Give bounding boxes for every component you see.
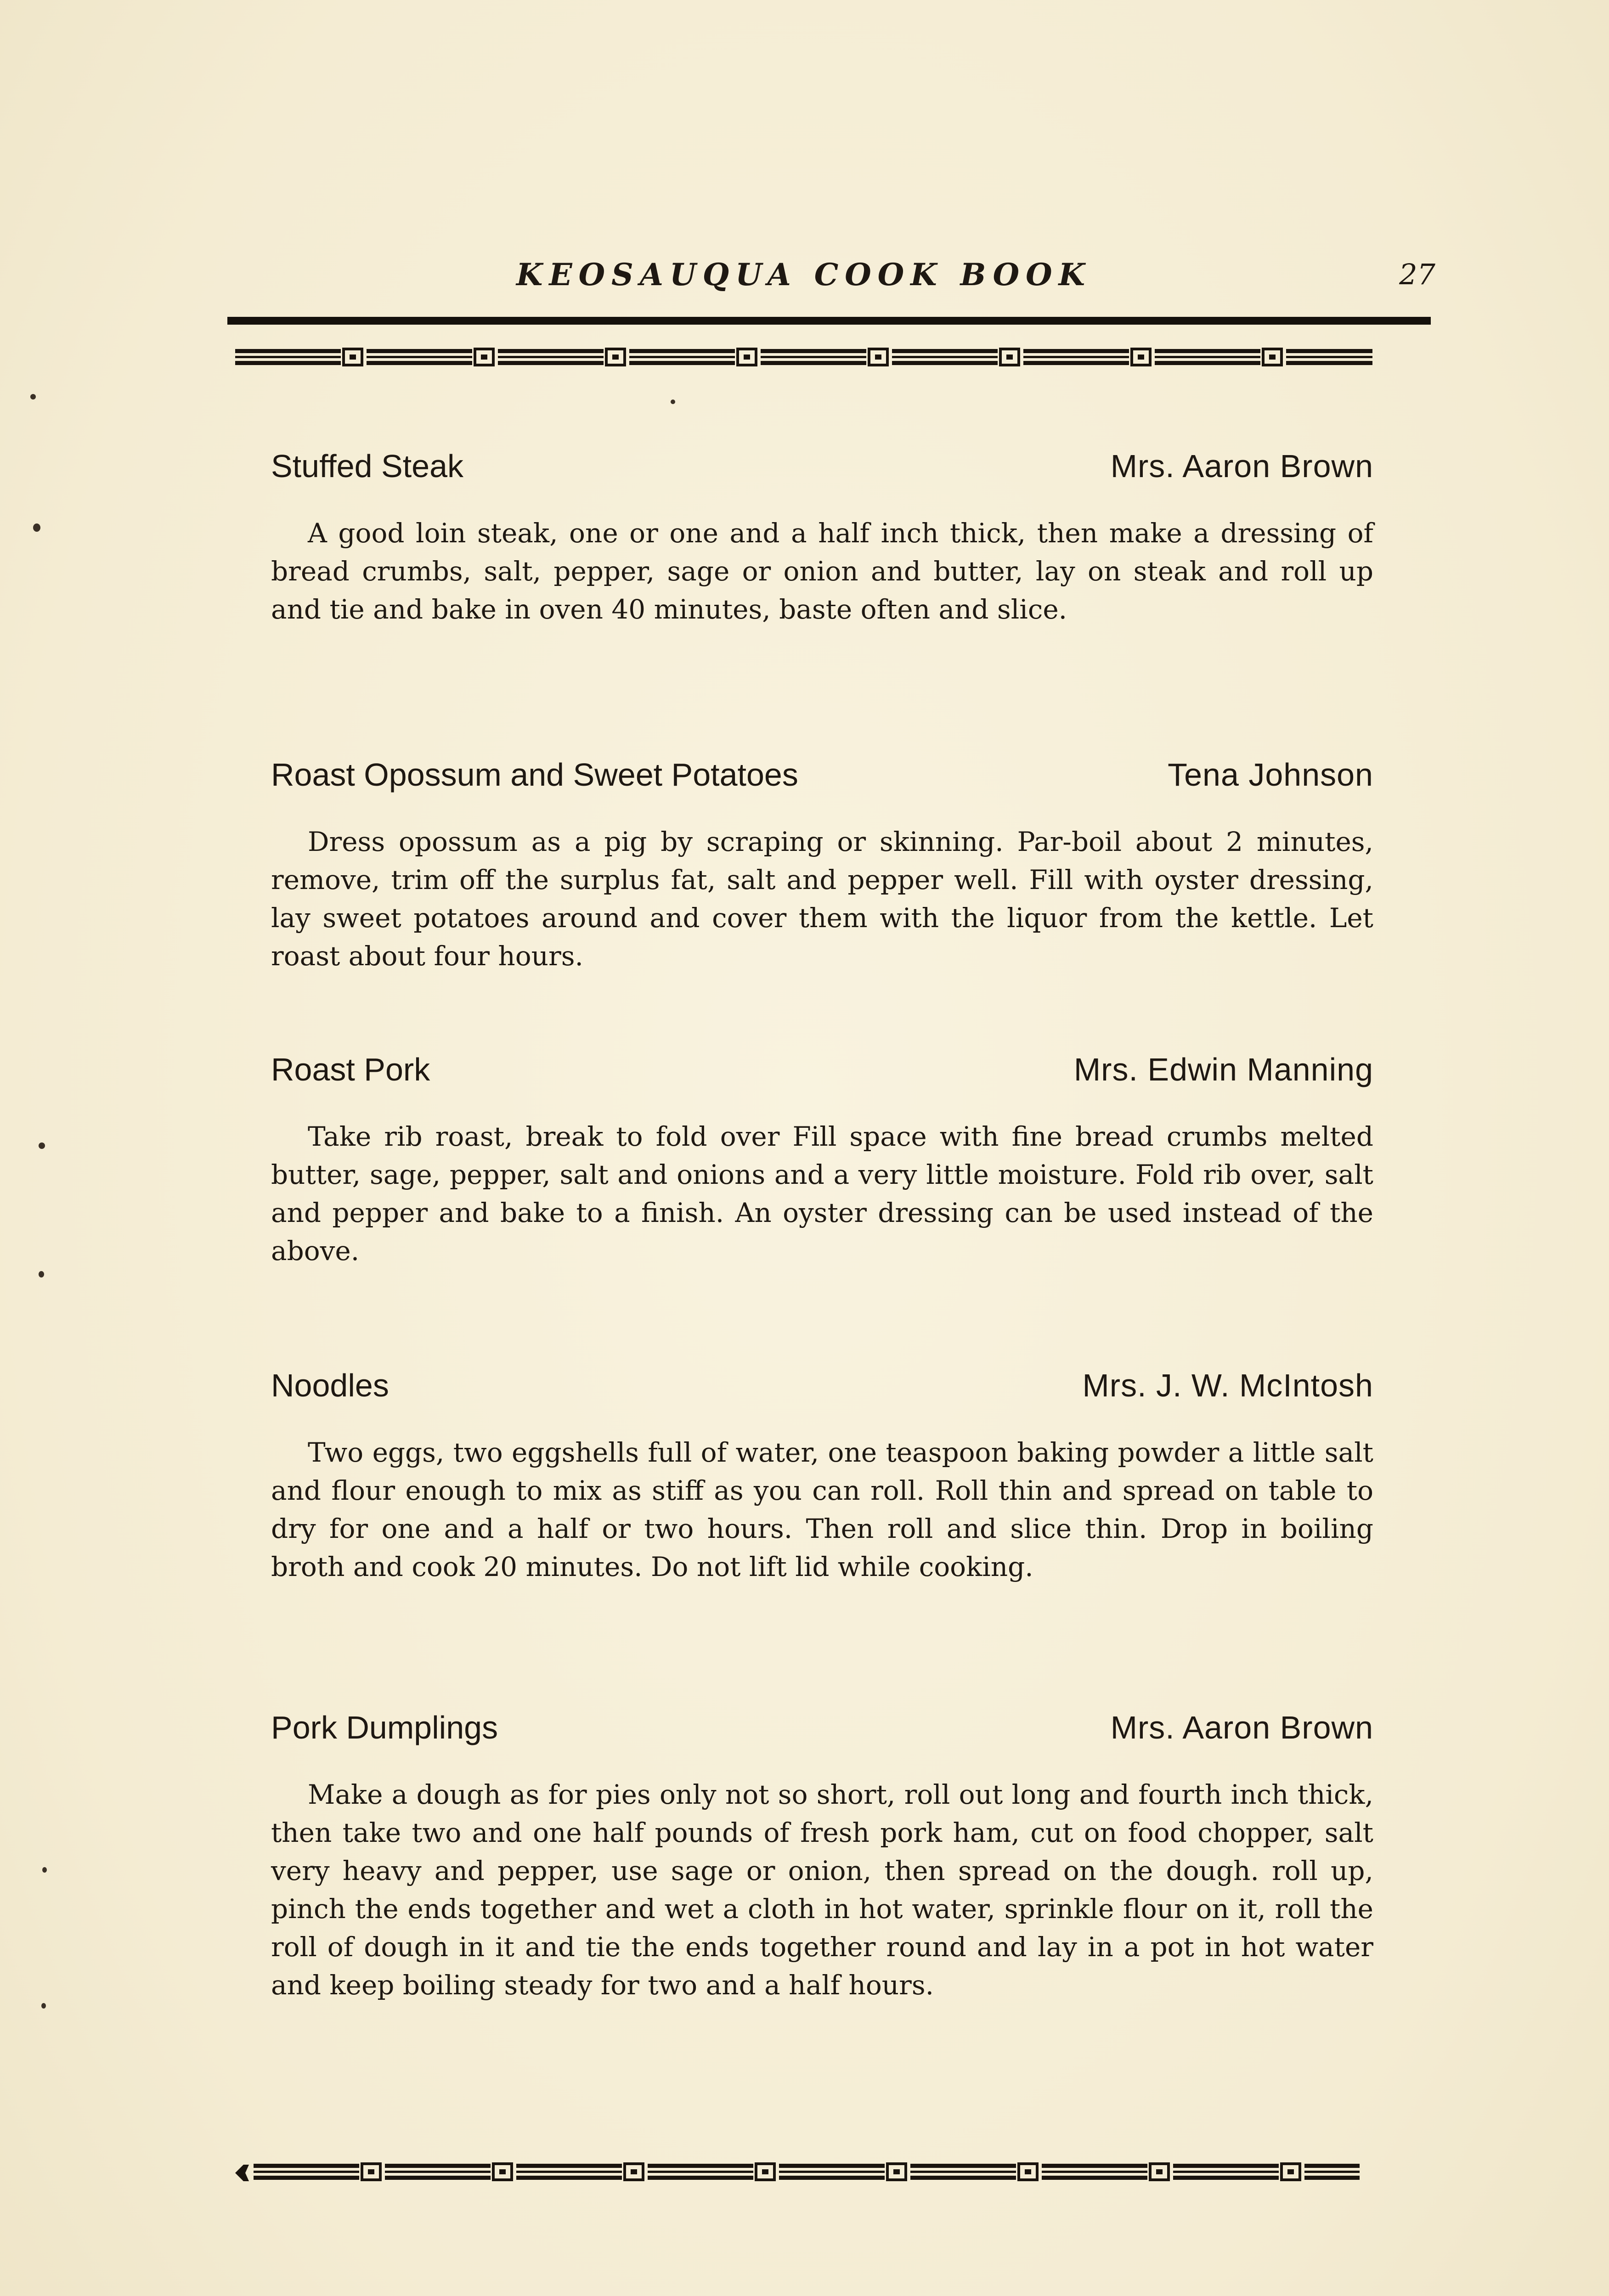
- recipe-title: Roast Opossum and Sweet Potatoes: [271, 757, 798, 793]
- recipe-author: Mrs. Edwin Manning: [1073, 1052, 1373, 1087]
- recipe-author: Tena Johnson: [1168, 757, 1373, 793]
- paper-speck: [33, 523, 40, 532]
- recipe-title: Roast Pork: [271, 1052, 430, 1087]
- paper-speck: [30, 394, 36, 400]
- paper-speck: [41, 2003, 46, 2009]
- running-head: [0, 252, 1609, 298]
- recipe-header: [271, 1360, 1373, 1411]
- recipe-instructions: Dress opossum as a pig by scraping or skinning. Par-boil about 2 minutes, remove, trim off the surplus fat, salt and pepper well. Fill with oyster dressing, lay sweet potatoes around and cover them with the liquor from the kettle. Let roast about four hours.: [271, 826, 1373, 972]
- paper-speck: [671, 400, 675, 404]
- recipe-header: [271, 1702, 1373, 1753]
- recipe-instructions: Make a dough as for pies only not so short, roll out long and fourth inch thick, then take two and one half pounds of fresh pork ham, cut on food chopper, salt very heavy and pepper, use sage or onion, then spread on the dough. roll up, pinch the ends together and wet a cloth in hot water, sprinkle flour on it, roll the roll of dough in it and tie the ends together round and lay in a pot in hot water and keep boiling steady for two and a half hours.: [271, 1779, 1373, 2001]
- paper-speck: [42, 1867, 47, 1873]
- recipe-author: Mrs. Aaron Brown: [1110, 448, 1373, 484]
- recipe-roast-pork: [271, 1044, 1373, 1270]
- recipe-instructions: Take rib roast, break to fold over Fill space with fine bread crumbs melted butter, sage, pepper, salt and onions and a very little moisture. Fold rib over, salt and pepper and bake to a finish. An oyster dressing can be used instead of the above.: [271, 1121, 1373, 1266]
- recipe-header: [271, 1044, 1373, 1095]
- decorative-border-bottom: [235, 2160, 1372, 2186]
- recipe-author: Mrs. J. W. McIntosh: [1082, 1367, 1373, 1403]
- recipe-instructions: Two eggs, two eggshells full of water, one teaspoon baking powder a little salt and flour enough to mix as stiff as you can roll. Roll thin and spread on table to dry for one and a half or two hours. Then roll and slice thin. Drop in boiling broth and cook 20 minutes. Do not lift lid while cooking.: [271, 1437, 1373, 1582]
- recipe-author: Mrs. Aaron Brown: [1110, 1710, 1373, 1745]
- recipe-instructions: A good loin steak, one or one and a half inch thick, then make a dressing of bread crumbs, salt, pepper, sage or onion and butter, lay on steak and roll up and tie and bake in oven 40 minutes, baste often and slice.: [271, 518, 1373, 625]
- recipe-header: [271, 441, 1373, 491]
- header-rule: [227, 317, 1431, 325]
- recipe-title: Stuffed Steak: [271, 448, 464, 484]
- recipe-roast-opossum: [271, 749, 1373, 975]
- page-number: 27: [1399, 258, 1435, 291]
- decorative-border-top: [235, 345, 1372, 371]
- recipe-noodles: [271, 1360, 1373, 1586]
- paper-speck: [39, 1142, 45, 1149]
- recipe-stuffed-steak: [271, 441, 1373, 629]
- recipe-pork-dumplings: [271, 1702, 1373, 2004]
- recipe-title: Noodles: [271, 1367, 389, 1403]
- running-title: KEOSAUQUA COOK BOOK: [516, 257, 1091, 293]
- recipe-header: [271, 749, 1373, 800]
- paper-speck: [39, 1271, 44, 1277]
- recipe-title: Pork Dumplings: [271, 1710, 498, 1745]
